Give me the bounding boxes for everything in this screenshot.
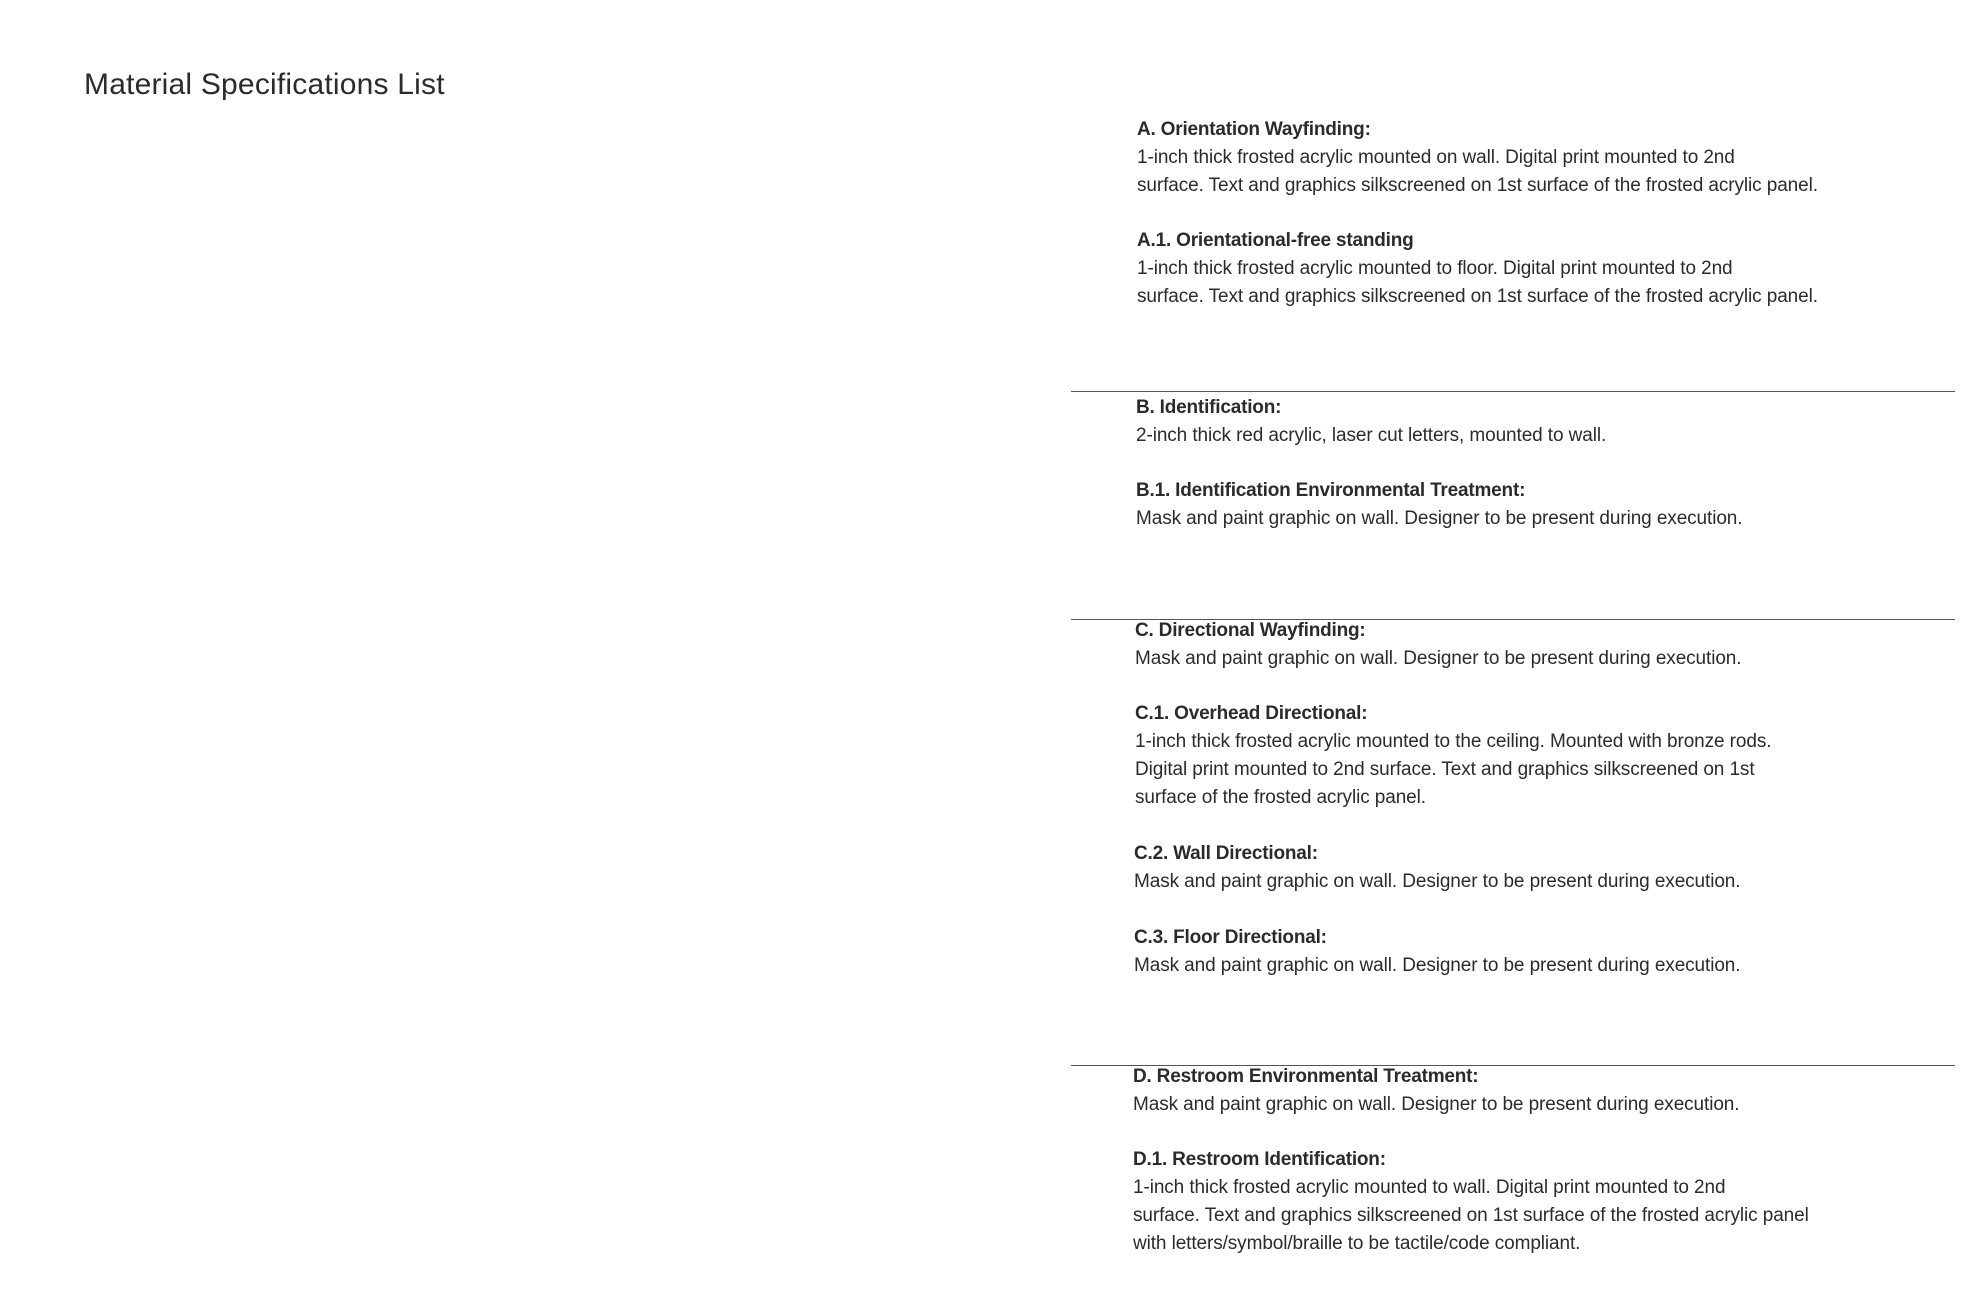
spec-item-title: D.1. Restroom Identification: (1133, 1149, 1386, 1170)
spec-line: Mask and paint graphic on wall. Designer to be present during execution. (1134, 871, 1741, 892)
spec-line: 1-inch thick frosted acrylic mounted on wall. Digital print mounted to 2nd (1137, 147, 1735, 168)
spec-item-title: C.3. Floor Directional: (1134, 927, 1327, 948)
spec-item-description (1136, 422, 1896, 450)
spec-item-title: C.1. Overhead Directional: (1135, 703, 1368, 724)
page-title: Material Specifications List (84, 68, 445, 101)
spec-item-b (1136, 394, 1896, 450)
spec-line: with letters/symbol/braille to be tactile/code compliant. (1133, 1233, 1581, 1254)
section-divider (1071, 391, 1955, 392)
spec-line: Mask and paint graphic on wall. Designer to be present during execution. (1135, 648, 1742, 669)
spec-item-title: B.1. Identification Environmental Treatment: (1136, 480, 1526, 501)
spec-item-title: A. Orientation Wayfinding: (1137, 119, 1371, 140)
spec-item-title: B. Identification: (1136, 397, 1282, 418)
spec-item-title: D. Restroom Environmental Treatment: (1133, 1066, 1479, 1087)
spec-item-title: A.1. Orientational-free standing (1137, 230, 1414, 251)
spec-item-description (1137, 144, 1897, 200)
spec-item-description (1134, 952, 1894, 980)
spec-item-a (1137, 116, 1897, 200)
spec-item-c (1135, 617, 1895, 673)
spec-line: 1-inch thick frosted acrylic mounted to wall. Digital print mounted to 2nd (1133, 1177, 1726, 1198)
spec-item-title: C.2. Wall Directional: (1134, 843, 1318, 864)
spec-item-c3 (1134, 924, 1894, 980)
spec-item-c1 (1135, 700, 1895, 812)
spec-item-description (1134, 868, 1894, 896)
spec-item-b1 (1136, 477, 1896, 533)
spec-item-description (1137, 255, 1897, 311)
spec-item-description (1136, 505, 1896, 533)
spec-line: 2-inch thick red acrylic, laser cut letters, mounted to wall. (1136, 425, 1607, 446)
spec-line: surface of the frosted acrylic panel. (1135, 787, 1426, 808)
spec-item-title: C. Directional Wayfinding: (1135, 620, 1366, 641)
spec-line: Mask and paint graphic on wall. Designer to be present during execution. (1134, 955, 1741, 976)
spec-line: Digital print mounted to 2nd surface. Text and graphics silkscreened on 1st (1135, 759, 1755, 780)
spec-item-a1 (1137, 227, 1897, 311)
spec-line: surface. Text and graphics silkscreened on 1st surface of the frosted acrylic panel. (1137, 286, 1818, 307)
spec-item-description (1133, 1091, 1893, 1119)
spec-line: surface. Text and graphics silkscreened on 1st surface of the frosted acrylic panel. (1137, 175, 1818, 196)
spec-item-description (1135, 728, 1895, 812)
spec-line: 1-inch thick frosted acrylic mounted to floor. Digital print mounted to 2nd (1137, 258, 1733, 279)
spec-line: 1-inch thick frosted acrylic mounted to the ceiling. Mounted with bronze rods. (1135, 731, 1772, 752)
spec-line: Mask and paint graphic on wall. Designer to be present during execution. (1136, 508, 1743, 529)
spec-item-description (1135, 645, 1895, 673)
spec-item-c2 (1134, 840, 1894, 896)
spec-line: surface. Text and graphics silkscreened on 1st surface of the frosted acrylic panel (1133, 1205, 1809, 1226)
spec-item-d (1133, 1063, 1893, 1119)
spec-line: Mask and paint graphic on wall. Designer to be present during execution. (1133, 1094, 1740, 1115)
spec-item-d1 (1133, 1146, 1893, 1258)
spec-item-description (1133, 1174, 1893, 1258)
